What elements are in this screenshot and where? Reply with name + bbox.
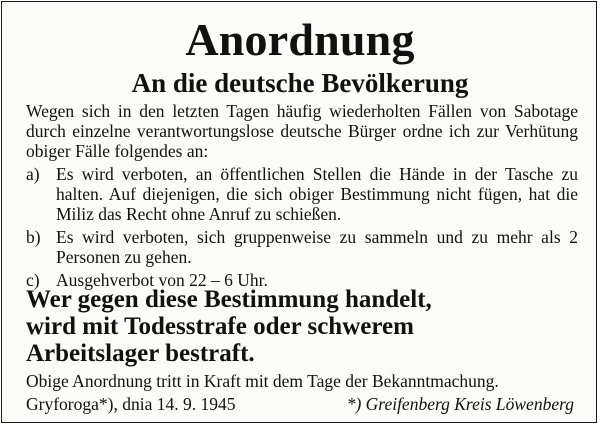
regulation-text: Ausgehverbot von 22 – 6 Uhr. xyxy=(56,270,268,290)
regulation-text: Es wird verboten, sich gruppenweise zu sammeln und zu mehr als 2 Personen zu gehen. xyxy=(56,227,578,267)
regulation-marker: b) xyxy=(26,227,41,247)
regulations-list xyxy=(26,164,578,293)
place-footnote: *) Greifenberg Kreis Löwenberg xyxy=(346,394,574,414)
regulation-item-a xyxy=(26,164,578,224)
notice-poster xyxy=(1,1,597,423)
intro-paragraph: Wegen sich in den letzten Tagen häufig wiederholten Fällen von Sabotage durch einzelne verantwortungslose deutsche Bürger ordne ich zur Verhütung obiger Fälle folgendes an: xyxy=(26,101,578,161)
regulation-marker: a) xyxy=(26,164,40,184)
penalty-line: Arbeitslager bestraft. xyxy=(26,340,255,367)
regulation-marker: c) xyxy=(26,270,40,290)
penalty-line: wird mit Todesstrafe oder schwerem xyxy=(26,313,414,340)
place-date: Gryforoga*), dnia 14. 9. 1945 xyxy=(26,394,236,414)
penalty-line: Wer gegen diese Bestimmung handelt, xyxy=(26,286,432,313)
notice-subtitle: An die deutsche Bevölkerung xyxy=(131,68,469,98)
penalty-warning xyxy=(26,286,586,367)
regulation-item-b xyxy=(26,227,578,267)
effective-note: Obige Anordnung tritt in Kraft mit dem Tage der Bekanntmachung. xyxy=(26,371,499,391)
notice-title: Anordnung xyxy=(185,14,415,65)
regulation-text: Es wird verboten, an öffentlichen Stellen die Hände in der Tasche zu halten. Auf diejenigen, die sich obiger Bestimmung nicht fügen, hat die Miliz das Recht ohne Anruf zu schießen. xyxy=(56,164,578,224)
